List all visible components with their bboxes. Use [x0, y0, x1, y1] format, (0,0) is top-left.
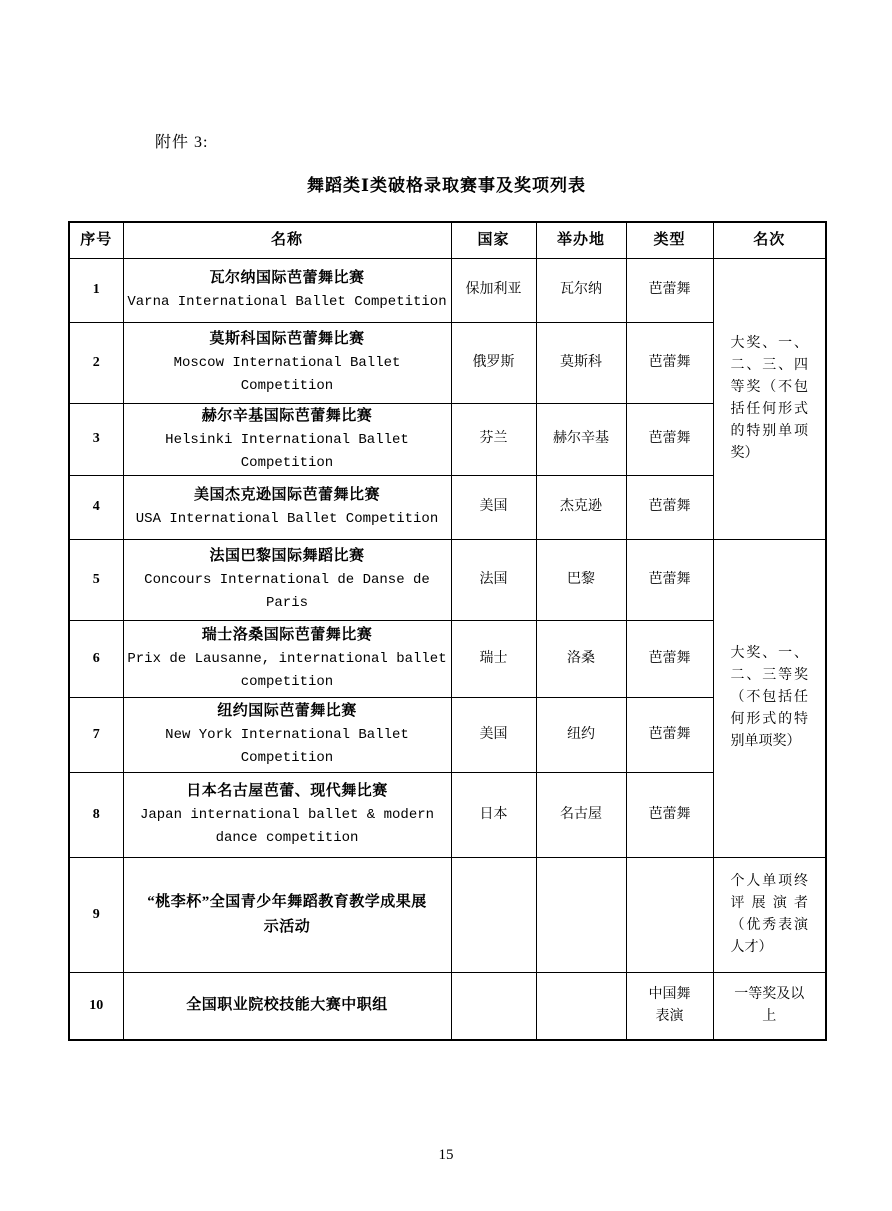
- cell-index: 10: [69, 972, 123, 1040]
- cell-ranking-merged-rows-1-4: 大奖、一、二、三、四等奖（不包括任何形式的特别单项奖）: [713, 258, 826, 539]
- cell-index: 2: [69, 322, 123, 403]
- cell-name: [123, 772, 451, 857]
- cell-country: 俄罗斯: [451, 322, 536, 403]
- cell-type: 芭蕾舞: [626, 322, 713, 403]
- table-row: [69, 322, 826, 403]
- header-name: 名称: [123, 222, 451, 258]
- cell-name: [123, 620, 451, 697]
- cell-country: 芬兰: [451, 403, 536, 475]
- table-row: [69, 539, 826, 620]
- cell-country: 保加利亚: [451, 258, 536, 322]
- competition-name-zh: 全国职业院校技能大赛中职组: [186, 997, 388, 1014]
- table-row: [69, 772, 826, 857]
- competition-name-zh: 日本名古屋芭蕾、现代舞比赛: [186, 783, 388, 799]
- cell-name: [123, 322, 451, 403]
- competition-name-zh: 瓦尔纳国际芭蕾舞比赛: [209, 270, 365, 286]
- cell-type: 芭蕾舞: [626, 258, 713, 322]
- table-row: [69, 258, 826, 322]
- cell-country: 日本: [451, 772, 536, 857]
- cell-index: 4: [69, 475, 123, 539]
- cell-index: 6: [69, 620, 123, 697]
- cell-location: 莫斯科: [536, 322, 626, 403]
- table-row: [69, 972, 826, 1040]
- cell-index: 7: [69, 697, 123, 772]
- cell-ranking-merged-rows-5-8: 大奖、一、二、三等奖（不包括任何形式的特别单项奖）: [713, 539, 826, 857]
- competition-name-en: Concours International de Danse de Paris: [144, 572, 430, 611]
- cell-location: 洛桑: [536, 620, 626, 697]
- cell-type: 中国舞表演: [626, 972, 713, 1040]
- competition-name-zh: 美国杰克逊国际芭蕾舞比赛: [193, 487, 380, 503]
- attachment-label: 附件 3:: [155, 134, 209, 151]
- cell-location: 名古屋: [536, 772, 626, 857]
- competition-name-en: Prix de Lausanne, international ballet competition: [127, 651, 447, 690]
- cell-name: [123, 972, 451, 1040]
- competition-name-zh: 莫斯科国际芭蕾舞比赛: [209, 331, 365, 347]
- cell-type: 芭蕾舞: [626, 772, 713, 857]
- competition-name-en: Varna International Ballet Competition: [127, 294, 447, 310]
- competition-name-zh: 瑞士洛桑国际芭蕾舞比赛: [201, 627, 373, 643]
- cell-index: 9: [69, 857, 123, 972]
- cell-country: 美国: [451, 697, 536, 772]
- competition-name-en: USA International Ballet Competition: [135, 511, 439, 527]
- competition-name-zh: 赫尔辛基国际芭蕾舞比赛: [201, 407, 373, 424]
- competition-name-en: New York International Ballet Competition: [165, 727, 409, 766]
- cell-index: 8: [69, 772, 123, 857]
- cell-country: 法国: [451, 539, 536, 620]
- cell-ranking: 个人单项终评展演者（优秀表演人才）: [713, 857, 826, 972]
- cell-type: 芭蕾舞: [626, 403, 713, 475]
- cell-type: 芭蕾舞: [626, 539, 713, 620]
- cell-location-empty: [536, 857, 626, 972]
- cell-country: 瑞士: [451, 620, 536, 697]
- table-header-row: [69, 222, 826, 258]
- cell-location: 赫尔辛基: [536, 403, 626, 475]
- cell-name: [123, 258, 451, 322]
- competition-name-zh: 纽约国际芭蕾舞比赛: [217, 703, 357, 719]
- cell-name: [123, 475, 451, 539]
- header-type: 类型: [626, 222, 713, 258]
- cell-country-empty: [451, 857, 536, 972]
- competition-name-zh: “桃李杯”全国青少年舞蹈教育教学成果展示活动: [147, 893, 427, 935]
- page-number: 15: [438, 1147, 454, 1163]
- cell-type: 芭蕾舞: [626, 620, 713, 697]
- header-index: 序号: [69, 222, 123, 258]
- header-country: 国家: [451, 222, 536, 258]
- table-row: [69, 857, 826, 972]
- competition-name-en: Moscow International Ballet Competition: [173, 355, 401, 394]
- cell-name: [123, 857, 451, 972]
- cell-country-empty: [451, 972, 536, 1040]
- cell-index: 5: [69, 539, 123, 620]
- cell-location: 纽约: [536, 697, 626, 772]
- competition-name-zh: 法国巴黎国际舞蹈比赛: [209, 548, 365, 564]
- cell-name: [123, 403, 451, 475]
- cell-location-empty: [536, 972, 626, 1040]
- competition-name-en: Japan international ballet & modern dance competition: [139, 807, 435, 846]
- cell-type-empty: [626, 857, 713, 972]
- page-title: 舞蹈类Ⅰ类破格录取赛事及奖项列表: [307, 176, 586, 195]
- cell-type: 芭蕾舞: [626, 475, 713, 539]
- cell-ranking: 一等奖及以上: [713, 972, 826, 1040]
- cell-country: 美国: [451, 475, 536, 539]
- cell-index: 3: [69, 403, 123, 475]
- header-ranking: 名次: [713, 222, 826, 258]
- table-row: [69, 620, 826, 697]
- header-location: 举办地: [536, 222, 626, 258]
- cell-index: 1: [69, 258, 123, 322]
- competition-name-en: Helsinki International Ballet Competition: [165, 431, 409, 471]
- cell-location: 巴黎: [536, 539, 626, 620]
- table-row: [69, 697, 826, 772]
- table-row: [69, 475, 826, 539]
- cell-location: 瓦尔纳: [536, 258, 626, 322]
- competitions-table: [68, 221, 827, 1041]
- cell-type: 芭蕾舞: [626, 697, 713, 772]
- table-row: [69, 403, 826, 475]
- cell-location: 杰克逊: [536, 475, 626, 539]
- cell-name: [123, 697, 451, 772]
- cell-name: [123, 539, 451, 620]
